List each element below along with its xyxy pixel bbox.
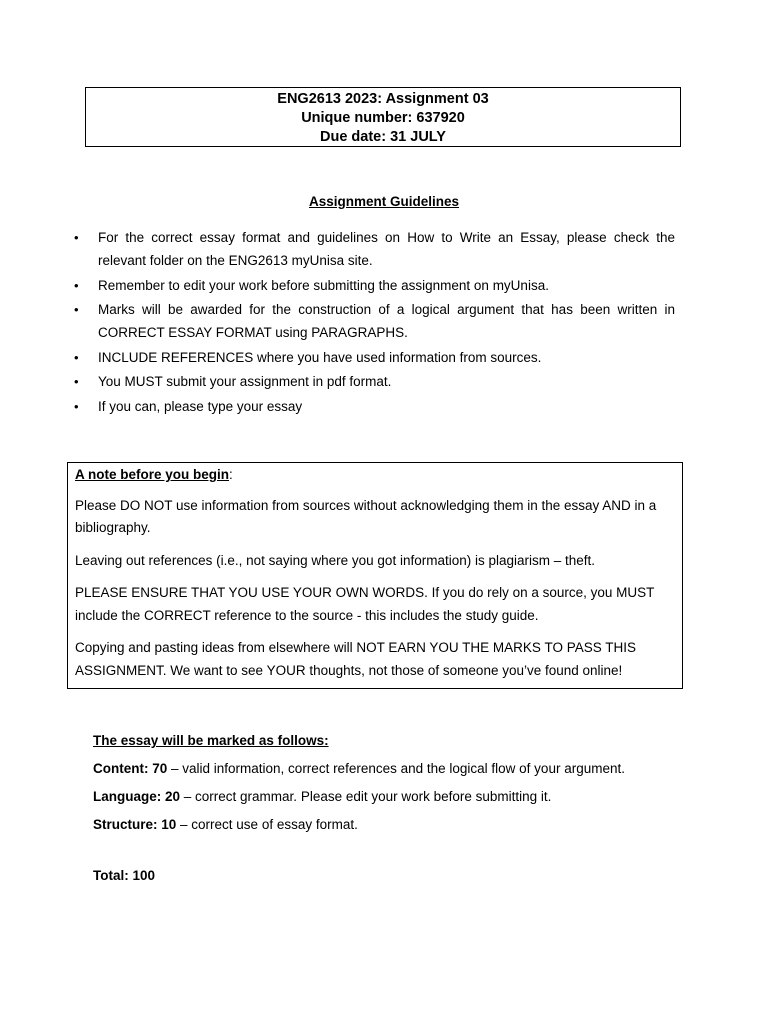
- unique-number-label: Unique number:: [301, 110, 413, 126]
- marking-row-language: [93, 787, 693, 806]
- marking-row-content: [93, 759, 693, 778]
- bullet-icon: •: [74, 398, 79, 414]
- note-paragraph: Copying and pasting ideas from elsewhere will NOT EARN YOU THE MARKS TO PASS THIS ASSIGNMENT. We want to see YOUR thoughts, not those of someone you’ve found online!: [75, 640, 636, 678]
- bullet-icon: •: [74, 302, 79, 317]
- marking-section: [93, 731, 693, 885]
- bullet-icon: •: [74, 374, 79, 389]
- unique-number-line: [86, 109, 680, 128]
- assignment-header-box: [85, 87, 681, 147]
- marking-label: Structure: 10: [93, 817, 177, 832]
- marking-total: Total: 100: [93, 868, 156, 883]
- guideline-item: [72, 395, 675, 418]
- due-date: Due date: 31 JULY: [320, 129, 446, 145]
- marking-text: – correct use of essay format.: [176, 817, 358, 832]
- bullet-icon: •: [74, 277, 79, 293]
- guideline-item: [72, 370, 675, 393]
- guidelines-title: Assignment Guidelines: [308, 194, 460, 209]
- marking-title: The essay will be marked as follows:: [93, 733, 329, 748]
- note-title-colon: :: [229, 467, 233, 482]
- assignment-title: ENG2613 2023: Assignment 03: [277, 91, 489, 107]
- note-title: A note before you begin: [75, 467, 230, 482]
- guideline-item: [72, 298, 675, 344]
- marking-row-structure: [93, 815, 693, 834]
- note-paragraph: Leaving out references (i.e., not saying where you got information) is plagiarism – theft.: [75, 552, 596, 568]
- marking-text: – valid information, correct references and the logical flow of your argument.: [167, 761, 625, 776]
- note-heading: [75, 464, 675, 487]
- guideline-text: For the correct essay format and guidelines on How to Write an Essay, please check the relevant folder on the ENG2613 myUnisa site.: [98, 230, 675, 268]
- marking-label: Language: 20: [93, 789, 181, 804]
- guideline-text: Remember to edit your work before submitting the assignment on myUnisa.: [98, 277, 549, 293]
- guideline-item: [72, 226, 675, 272]
- guideline-text: INCLUDE REFERENCES where you have used information from sources.: [98, 349, 542, 365]
- guideline-text: You MUST submit your assignment in pdf format.: [98, 374, 392, 389]
- guideline-text: If you can, please type your essay: [98, 398, 303, 414]
- guideline-text: Marks will be awarded for the construction of a logical argument that has been written in CORRECT ESSAY FORMAT using PARAGRAPHS.: [98, 302, 675, 340]
- guidelines-list: [72, 226, 675, 419]
- note-box: [67, 462, 683, 689]
- guideline-item: [72, 274, 675, 297]
- guideline-item: [72, 346, 675, 369]
- bullet-icon: •: [74, 349, 79, 365]
- note-paragraph: PLEASE ENSURE THAT YOU USE YOUR OWN WORDS. If you do rely on a source, you MUST include the CORRECT reference to the source - this includes the study guide.: [75, 585, 655, 623]
- note-paragraph: Please DO NOT use information from sources without acknowledging them in the essay AND in a bibliography.: [75, 497, 657, 535]
- unique-number-value: 637920: [416, 110, 465, 126]
- marking-text: – correct grammar. Please edit your work before submitting it.: [180, 789, 552, 804]
- marking-label: Content: 70: [93, 761, 168, 776]
- bullet-icon: •: [74, 230, 79, 245]
